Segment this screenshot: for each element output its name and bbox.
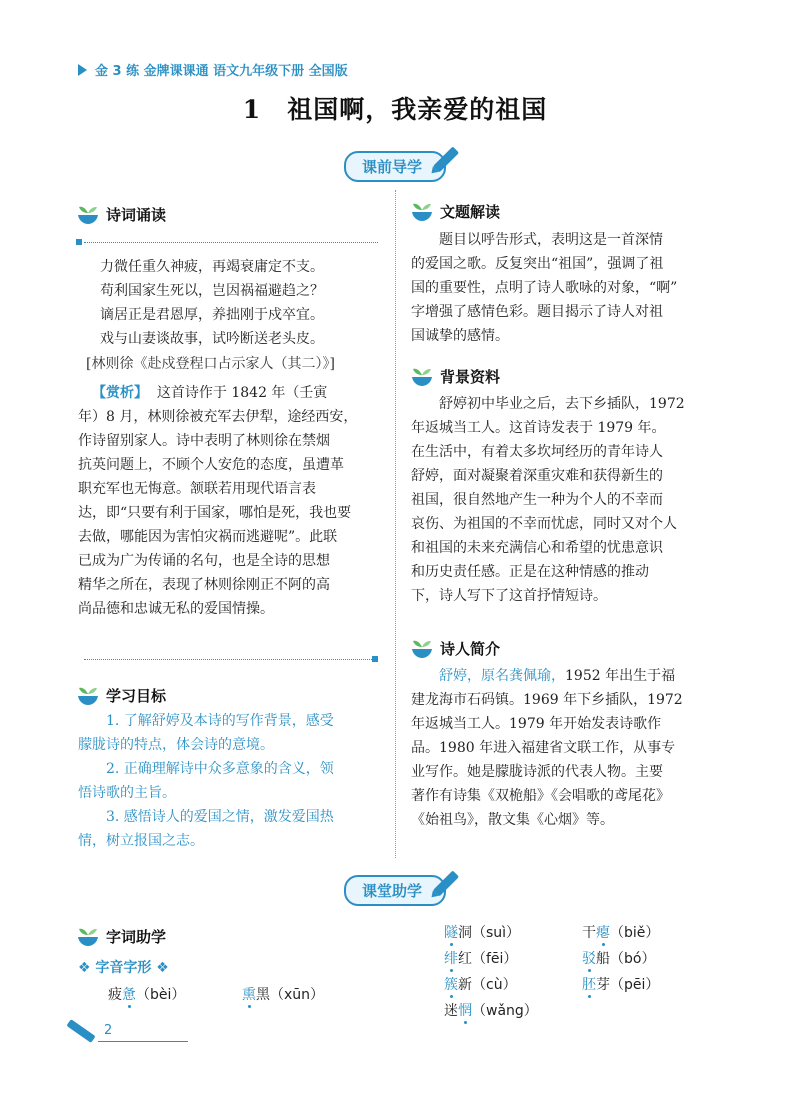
column-divider	[395, 190, 396, 858]
text-line: 精华之所在，表现了林则徐刚正不阿的高	[78, 577, 330, 593]
page-number	[66, 1023, 112, 1038]
text-line: 年）8 月，林则徐被充军去伊犁，途经西安，	[78, 409, 358, 425]
vocab-text: 疲	[108, 987, 122, 1003]
vocab-item	[242, 984, 324, 1004]
text-line: 职充军也无悔意。颔联若用现代语言表	[78, 481, 316, 497]
poem-line: 戏与山妻谈故事，试吟断送老头皮。	[100, 331, 324, 347]
text-line: 舒婷初中毕业之后，去下乡插队，1972	[439, 396, 685, 412]
text-line: 1952 年出生于福	[565, 668, 676, 684]
vocab-text: 船	[596, 951, 610, 967]
banner-in-class-label: 课堂助学	[361, 881, 422, 900]
banner-in-class	[330, 874, 460, 906]
pen-icon	[433, 870, 459, 896]
text-line: 年返城当工人。1979 年开始发表诗歌作	[411, 716, 662, 732]
text-line: 年返城当工人。这首诗发表于 1979 年。	[411, 420, 666, 436]
bowl-sprout-icon	[410, 365, 434, 387]
title-interpretation-text	[411, 228, 717, 348]
vocab-item	[582, 948, 655, 968]
poem-line: 苟利国家生死以，岂因祸福避趋之？	[100, 283, 324, 299]
appreciation-tag: 【赏析】	[92, 385, 148, 401]
vocab-char: 隧	[444, 925, 458, 941]
poem-text	[100, 255, 324, 351]
goal-line: 2. 正确理解诗中众多意象的含义，领	[106, 761, 334, 777]
vocab-item	[444, 948, 517, 968]
text-line: 和历史责任感。正是在这种情感的推动	[411, 564, 649, 580]
vocab-item	[582, 922, 659, 942]
banner-pre-class-label: 课前导学	[361, 157, 422, 176]
text-line: 的爱国之歌。反复突出“祖国”，强调了祖	[411, 256, 664, 272]
text-line: 下，诗人写下了这首抒情短诗。	[411, 588, 607, 604]
subsection-pronunciation: ❖ 字音字形 ❖	[78, 960, 169, 976]
vocab-char: 瘪	[596, 925, 610, 941]
bowl-sprout-icon	[410, 200, 434, 222]
vocab-item	[444, 922, 520, 942]
divider-square	[372, 656, 378, 662]
poem-line: 谪居正是君恩厚，养拙刚于戍卒宜。	[100, 307, 324, 323]
vocab-text: 迷	[444, 1003, 458, 1019]
bowl-sprout-icon	[76, 925, 100, 947]
section-poet-intro	[410, 637, 500, 659]
section-word-help-label: 字词助学	[106, 927, 167, 946]
section-poet-intro-label: 诗人简介	[440, 639, 501, 658]
text-line: 建龙海市石码镇。1969 年下乡插队，1972	[411, 692, 683, 708]
text-line: 在生活中，有着太多坎坷经历的青年诗人	[411, 444, 663, 460]
pen-icon	[433, 146, 459, 172]
vocab-item	[582, 974, 659, 994]
vocab-char: 簇	[444, 977, 458, 993]
vocab-pinyin: （xūn）	[270, 987, 325, 1003]
vocab-text: 新	[458, 977, 472, 993]
vocab-pinyin: （bèi）	[136, 987, 186, 1003]
section-title-interpretation-label: 文题解读	[440, 202, 501, 221]
text-line: 这首诗作于 1842 年（壬寅	[156, 385, 328, 401]
goal-line: 朦胧诗的特点，体会诗的意境。	[78, 737, 274, 753]
vocab-item	[444, 974, 517, 994]
text-line: 哀伤、为祖国的不幸而忧虑，同时又对个人	[411, 516, 677, 532]
vocab-text: 黑	[256, 987, 270, 1003]
vocab-pinyin: （fēi）	[472, 951, 518, 967]
text-line: 品。1980 年进入福建省文联工作，从事专	[411, 740, 676, 756]
text-line: 作诗留别家人。诗中表明了林则徐在禁烟	[78, 433, 330, 449]
text-line: 达，即“只要有利于国家，哪怕是死，我也要	[78, 505, 352, 521]
lesson-title: 祖国啊，我亲爱的祖国	[287, 95, 548, 124]
vocab-text: 红	[458, 951, 472, 967]
text-line: 已成为广为传诵的名句，也是全诗的思想	[78, 553, 330, 569]
page-number-text: 2	[104, 1023, 113, 1038]
dotted-divider	[84, 659, 372, 660]
text-line: 祖国，很自然地产生一种为个人的不幸而	[411, 492, 663, 508]
vocab-char: 惫	[122, 987, 136, 1003]
poem-line: 力微任重久神疲，再竭衰庸定不支。	[100, 259, 324, 275]
vocab-pinyin: （biě）	[610, 925, 660, 941]
text-line: 和祖国的未来充满信心和希望的忧患意识	[411, 540, 663, 556]
vocab-pinyin: （cù）	[472, 977, 517, 993]
text-line: 著作有诗集《双桅船》《会唱歌的鸢尾花》	[411, 788, 670, 804]
banner-pre-class	[330, 150, 460, 182]
text-line: 题目以呼告形式，表明这是一首深情	[439, 232, 663, 248]
page-underline	[98, 1041, 188, 1042]
vocab-text: 干	[582, 925, 596, 941]
section-learning-goals-label: 学习目标	[106, 686, 167, 705]
section-background-label: 背景资料	[440, 367, 501, 386]
vocab-text: 芽	[596, 977, 610, 993]
lesson-number: 1	[242, 95, 262, 124]
text-line: 舒婷，面对凝聚着深重灾难和获得新生的	[411, 468, 663, 484]
section-learning-goals	[76, 684, 166, 706]
vocab-char: 熏	[242, 987, 256, 1003]
vocab-pinyin: （suì）	[472, 925, 521, 941]
goal-line: 3. 感悟诗人的爱国之情，激发爱国热	[106, 809, 334, 825]
text-line: 国的重要性，点明了诗人歌咏的对象，“啊”	[411, 280, 678, 296]
play-triangle-icon	[78, 64, 87, 76]
appreciation-text	[78, 381, 378, 621]
vocab-pinyin: （pēi）	[610, 977, 660, 993]
section-poem-reading-label: 诗词诵读	[106, 205, 167, 224]
poet-intro-text	[411, 664, 717, 832]
vocab-text: 洞	[458, 925, 472, 941]
text-line: 国诚挚的感情。	[411, 328, 509, 344]
goal-line: 情，树立报国之志。	[78, 833, 204, 849]
goal-line: 1. 了解舒婷及本诗的写作背景，感受	[106, 713, 334, 729]
text-line: 业写作。她是朦胧诗派的代表人物。主要	[411, 764, 663, 780]
learning-goals-list	[78, 709, 378, 853]
vocab-pinyin: （bó）	[610, 951, 656, 967]
section-title-interpretation	[410, 200, 500, 222]
text-line: 去做，哪能因为害怕灾祸而逃避呢”。此联	[78, 529, 338, 545]
bowl-sprout-icon	[76, 203, 100, 225]
vocab-char: 驳	[582, 951, 596, 967]
text-line: 尚品德和忠诚无私的爱国情操。	[78, 601, 274, 617]
divider-square	[76, 239, 82, 245]
poem-source: [林则徐《赴戍登程口占示家人（其二）》]	[86, 356, 335, 372]
page-title	[0, 90, 790, 126]
vocab-char: 绯	[444, 951, 458, 967]
poet-name: 舒婷，原名龚佩瑜，	[439, 668, 565, 684]
vocab-char: 胚	[582, 977, 596, 993]
text-line: 《始祖鸟》，散文集《心烟》等。	[411, 812, 614, 828]
section-poem-reading	[76, 203, 166, 225]
series-text: 金 3 练 金牌课课通 语文九年级下册 全国版	[95, 64, 348, 79]
text-line: 字增强了感情色彩。题目揭示了诗人对祖	[411, 304, 663, 320]
vocab-item	[444, 1000, 538, 1020]
pencil-icon	[66, 1019, 95, 1043]
bowl-sprout-icon	[410, 637, 434, 659]
vocab-item	[108, 984, 185, 1004]
text-line: 抗英问题上，不顾个人安危的态度，虽遭革	[78, 457, 344, 473]
vocab-char: 惘	[458, 1003, 472, 1019]
goal-line: 悟诗歌的主旨。	[78, 785, 176, 801]
background-text	[411, 392, 717, 608]
dotted-divider	[84, 242, 378, 243]
vocab-pinyin: （wǎng）	[472, 1003, 538, 1019]
bowl-sprout-icon	[76, 684, 100, 706]
series-header	[78, 60, 348, 79]
section-word-help	[76, 925, 166, 947]
section-background	[410, 365, 500, 387]
